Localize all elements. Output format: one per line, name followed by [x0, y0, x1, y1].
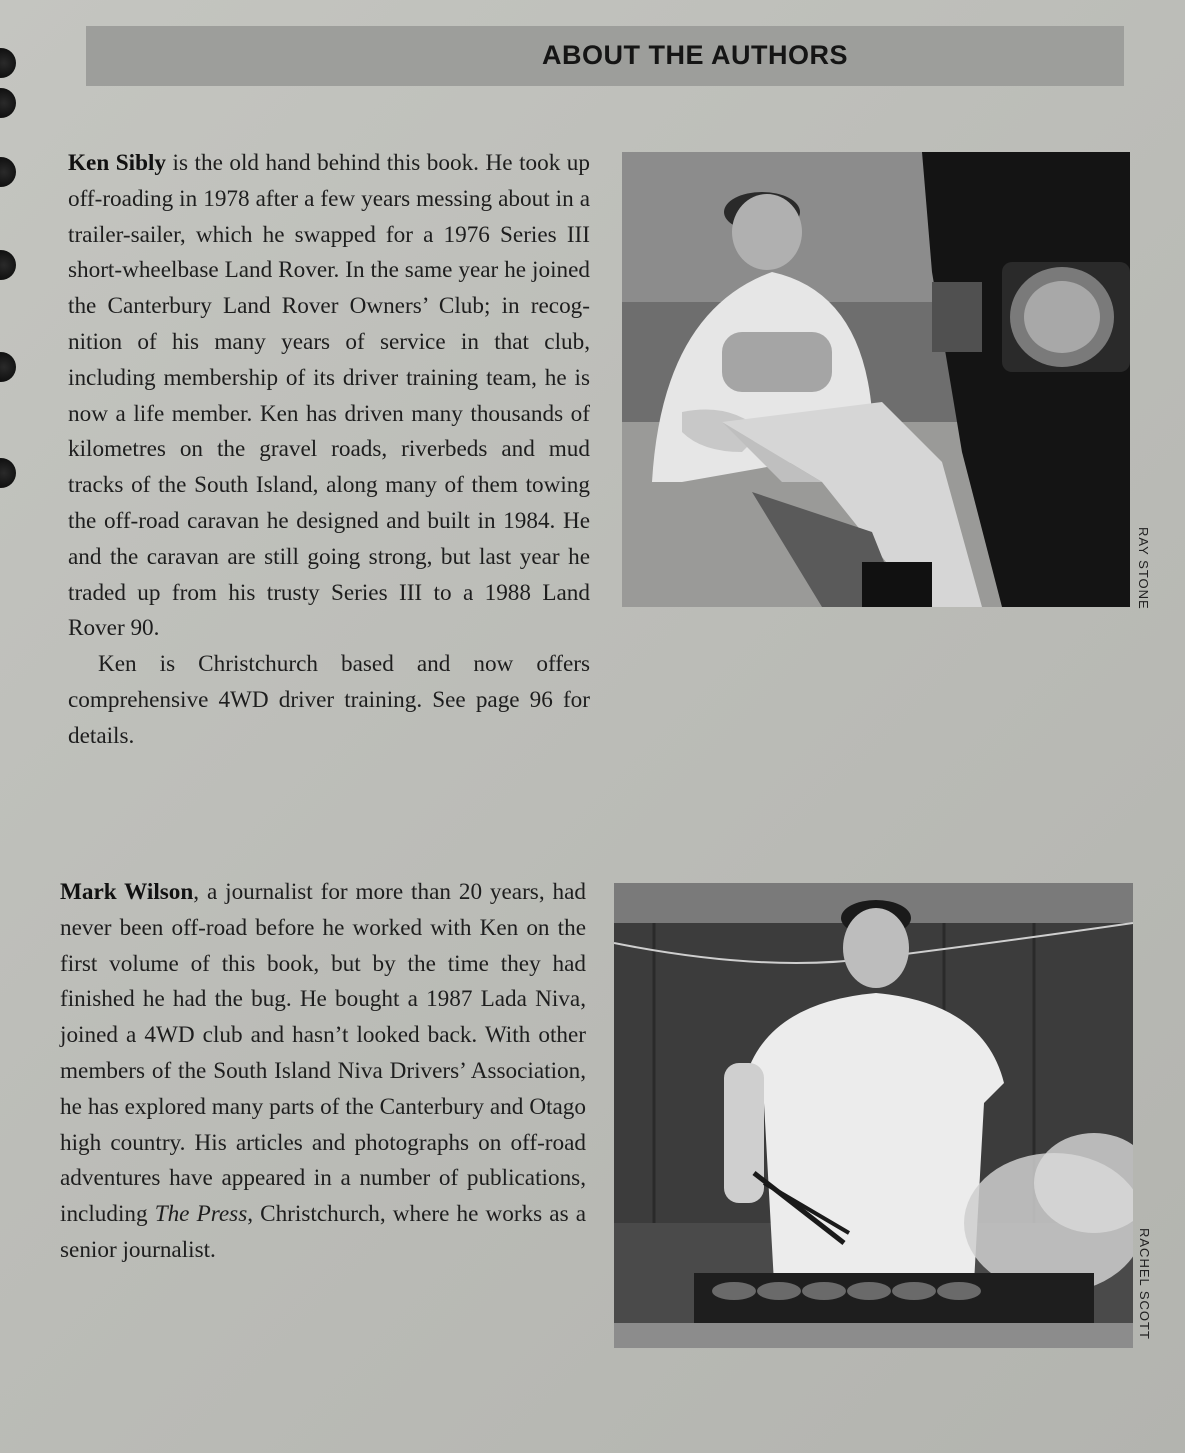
photo-credit: RAY STONE — [1136, 527, 1151, 610]
bio-text: is the old hand behind this book. He took up off-roading in 1978 after a few years messing about in a trailer-sailer, which he swapped for a 1976 Series III short-wheelbase Land Rover. In the same year he joined the Canterbury Land Rover Owners’ Club; in recognition of his many years of service in that club, including membership of its driver training team, he is now a life member. Ken has driven many thousands of kilometres on the gravel roads, riverbeds and mud tracks of the South Island, along many of them towing the off-road caravan he designed and built in 1984. He and the caravan are still going strong, but last year he traded up from his trusty Series III to a 1988 Land Rover 90. — [68, 150, 590, 642]
author-photo-ken-sibly — [622, 152, 1130, 607]
bio-text: , a journalist for more than 20 years, had never been off-road before he worked with Ken on the first volume of this book, but by the time they had finished he had the bug. He bought a 1987 Lada Niva, joined a 4WD club and hasn’t looked back. With other members of the South Island Niva Drivers’ Association, he has explored many parts of the Canterbury and Otago high country. His articles and photographs on off-road adventures have appeared in a number of publications, including — [60, 879, 586, 1228]
bio-text: , Christchurch, where he works as a senior journalist. — [60, 1201, 586, 1263]
photo-credit: RACHEL SCOTT — [1137, 1228, 1152, 1340]
section-header-bar — [86, 26, 1124, 86]
bio-paragraph: Ken is Christchurch based and now offers comprehensive 4WD driver training. See page 96 for details. — [68, 651, 590, 749]
binding-hole — [0, 157, 16, 187]
binding-hole — [0, 250, 16, 280]
author-photo-mark-wilson — [614, 883, 1133, 1348]
binding-hole — [0, 48, 16, 78]
spiral-binding — [0, 0, 30, 1453]
author-bio-mark-wilson — [60, 875, 586, 1269]
bio-paragraph — [60, 875, 586, 1269]
binding-hole — [0, 458, 16, 488]
binding-hole — [0, 88, 16, 118]
photo-illustration — [614, 883, 1133, 1348]
author-name: Ken Sibly — [68, 150, 167, 176]
publication-title: The Press — [154, 1201, 248, 1228]
photo-illustration — [622, 152, 1130, 607]
binding-hole — [0, 352, 16, 382]
bio-paragraph — [68, 146, 590, 647]
author-name: Mark Wilson — [60, 879, 194, 905]
author-bio-ken-sibly — [68, 146, 590, 755]
section-title: ABOUT THE AUTHORS — [542, 40, 848, 70]
